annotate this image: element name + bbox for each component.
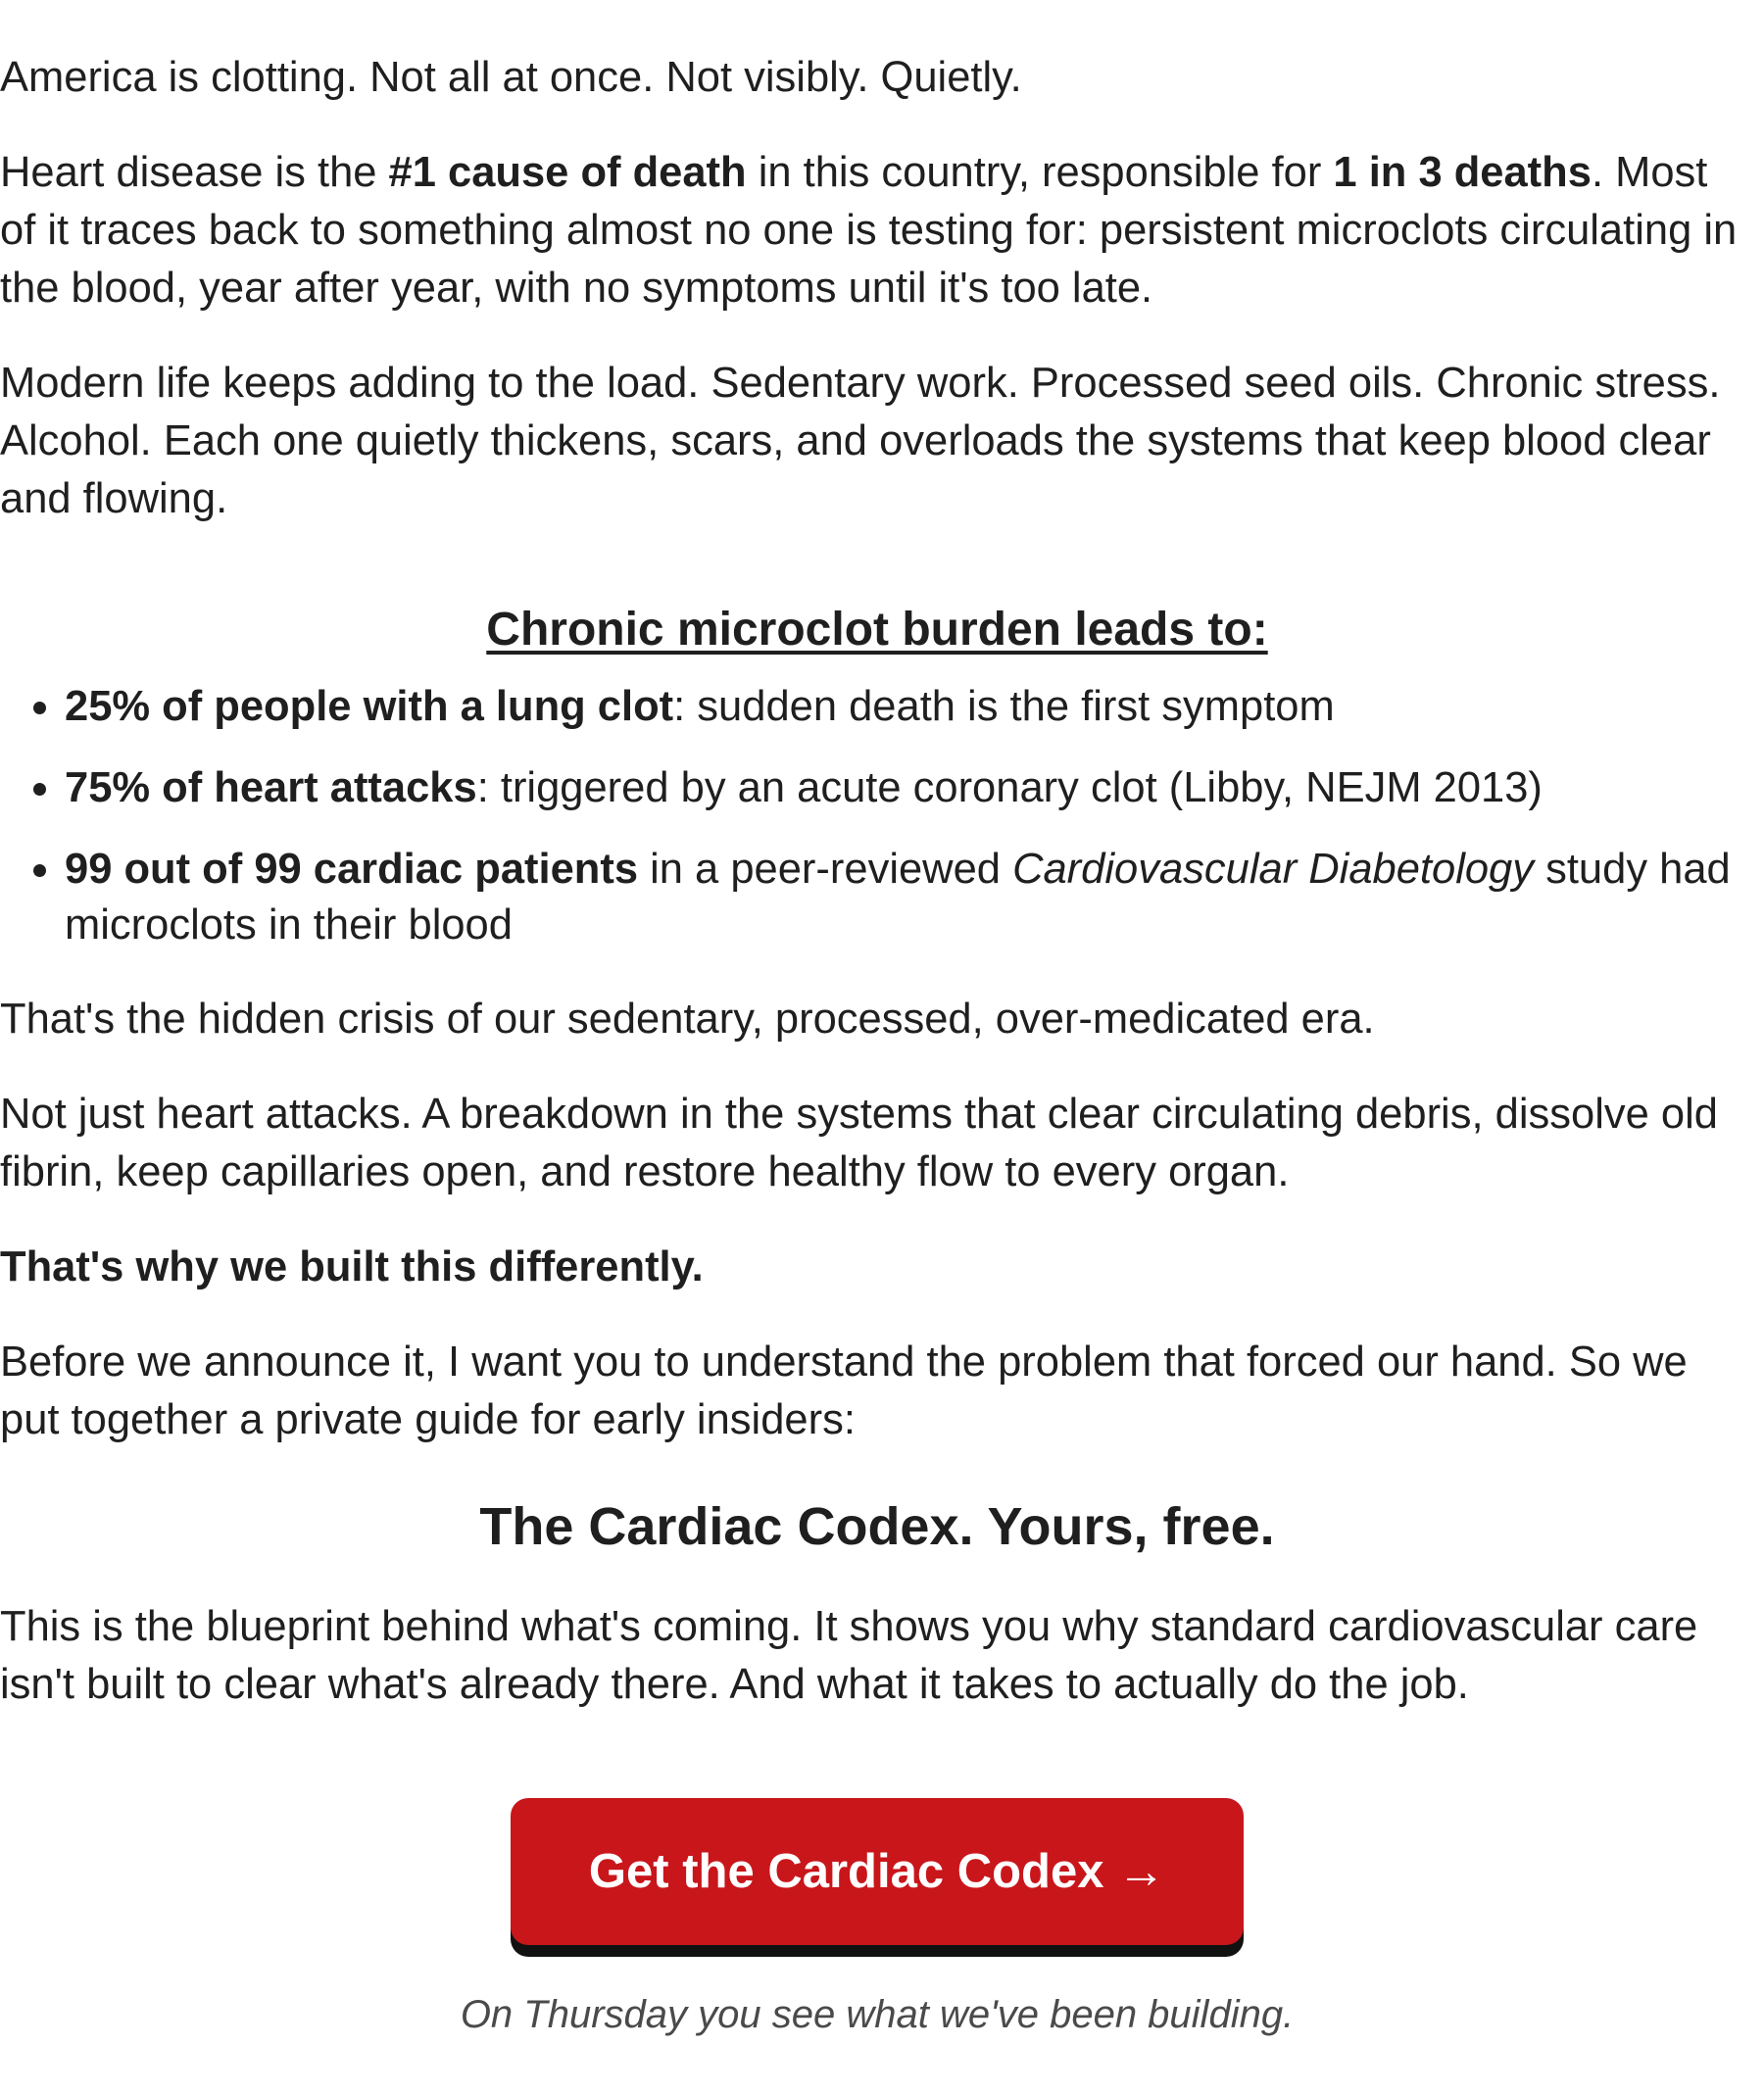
heart-disease-paragraph [0,144,1754,317]
list-item [65,760,1754,816]
list-item-text: in a peer-reviewed [638,846,1013,893]
burden-list [0,679,1754,953]
intro-paragraph: America is clotting. Not all at once. Not visibly. Quietly. [0,54,1022,101]
text-span: Heart disease is the [0,149,389,196]
cta-container [0,1798,1754,1945]
journal-name: Cardiovascular Diabetology [1012,846,1535,893]
hidden-crisis-paragraph: That's the hidden crisis of our sedentary, processed, over-medicated era. [0,996,1375,1043]
list-item-bold: 75% of heart attacks [65,764,477,811]
insiders-paragraph: Before we announce it, I want you to understand the problem that forced our hand. So we put together a private guide for early insiders: [0,1339,1688,1443]
list-item-text: : triggered by an acute coronary clot (Libby, NEJM 2013) [476,764,1543,811]
list-item-bold: 25% of people with a lung clot [65,683,674,730]
text-span: . Most of it traces back to something almost no one is testing for: persistent microclots circulating in the blood, year after year, with no symptoms until it's too late. [0,149,1738,312]
list-item [65,842,1754,953]
burden-heading: Chronic microclot burden leads to: [486,604,1268,656]
built-differently-paragraph [0,1239,1754,1296]
breakdown-paragraph: Not just heart attacks. A breakdown in the systems that clear circulating debris, dissolve old fibrin, keep capillaries open, and restore healthy flow to every organ. [0,1091,1718,1195]
list-item [65,679,1754,735]
list-item-bold: 99 out of 99 cardiac patients [65,846,639,893]
get-cardiac-codex-button[interactable]: Get the Cardiac Codex → [511,1798,1244,1945]
built-differently-text: That's why we built this differently. [0,1243,704,1290]
text-span: in this country, responsible for [746,149,1334,196]
modern-life-paragraph: Modern life keeps adding to the load. Sedentary work. Processed seed oils. Chronic stress. Alcohol. Each one quietly thickens, scars, and overloads the systems that keep blood clear and flowing. [0,360,1721,522]
list-item-text: : sudden death is the first symptom [673,683,1335,730]
list-item-text: study had microclots in their blood [65,846,1731,949]
bold-stat-cause-of-death: #1 cause of death [388,149,747,196]
offer-description: This is the blueprint behind what's coming. It shows you why standard cardiovascular care isn't built to clear what's already there. And what it takes to actually do the job. [0,1603,1698,1708]
bold-stat-deaths: 1 in 3 deaths [1333,149,1592,196]
offer-title: The Cardiac Codex. Yours, free. [479,1497,1275,1556]
footnote: On Thursday you see what we've been building. [460,1993,1295,2036]
